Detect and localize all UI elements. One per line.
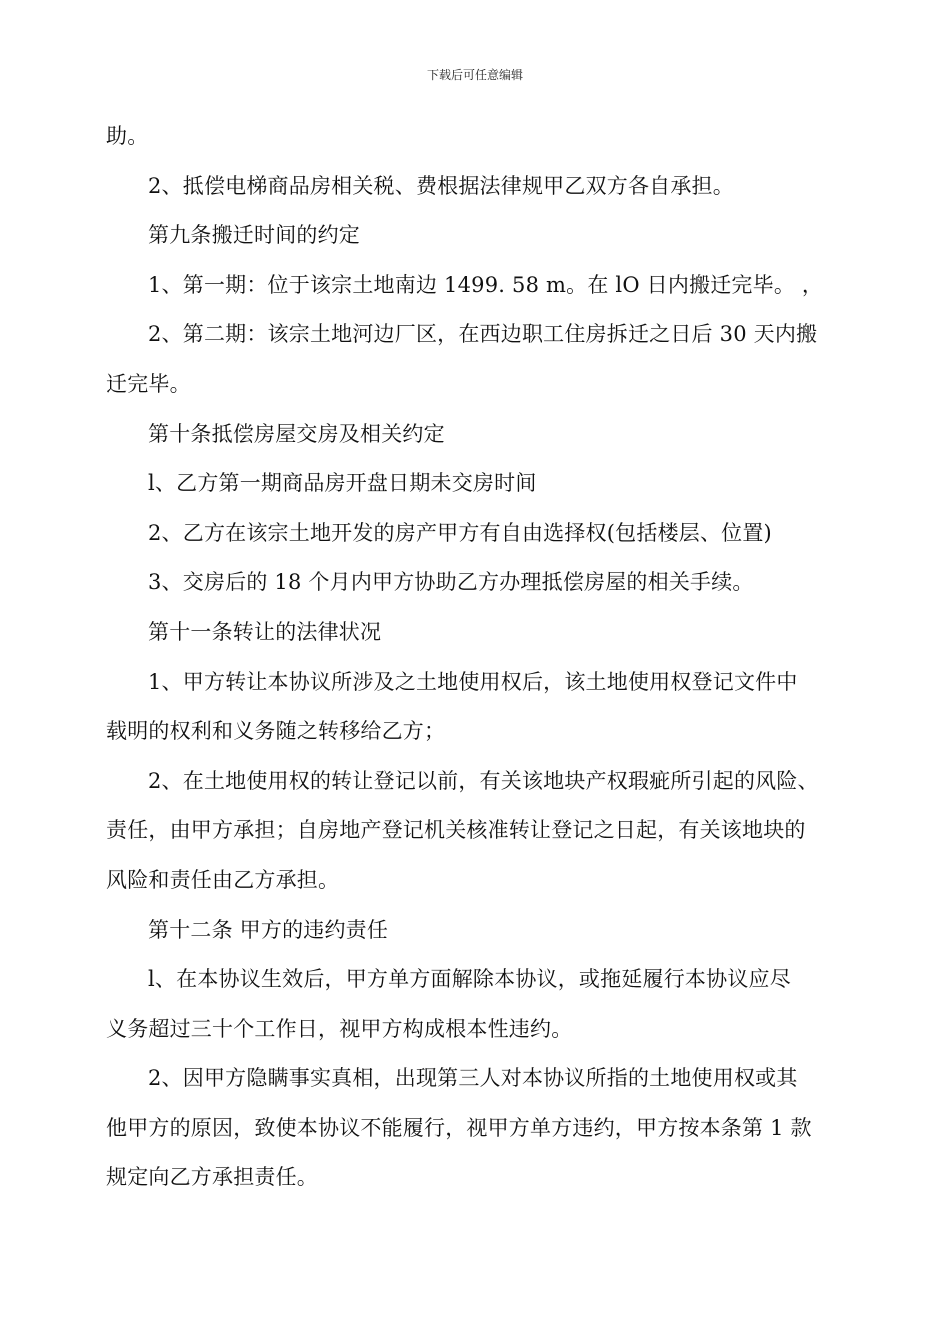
paragraph-line: 风险和责任由乙方承担。 <box>106 867 340 892</box>
page-header: 下载后可任意编辑 <box>426 68 523 82</box>
section-heading: 第十一条转让的法律状况 <box>148 619 382 644</box>
paragraph-line: 2、乙方在该宗土地开发的房产甲方有自由选择权(包括楼层、位置) <box>148 520 772 545</box>
document-body <box>106 112 846 1203</box>
paragraph-line: l、乙方第一期商品房开盘日期未交房时间 <box>148 471 537 496</box>
paragraph-line: 迁完毕。 <box>106 371 191 396</box>
paragraph-line: 2、在土地使用权的转让登记以前，有关该地块产权瑕疵所引起的风险、 <box>148 768 819 793</box>
paragraph-line: 3、交房后的 18 个月内甲方协助乙方办理抵偿房屋的相关手续。 <box>148 570 754 595</box>
paragraph-line: 2、第二期：该宗土地河边厂区，在西边职工住房拆迁之日后 30 天内搬 <box>148 322 818 347</box>
paragraph-line: l、在本协议生效后，甲方单方面解除本协议，或拖延履行本协议应尽 <box>148 967 791 992</box>
section-heading: 第九条搬迁时间的约定 <box>148 223 360 248</box>
paragraph-line: 载明的权利和义务随之转移给乙方； <box>106 719 446 744</box>
paragraph-line: 1、第一期：位于该宗土地南边 1499. 58 m。在 lO 日内搬迁完毕。 ， <box>148 272 824 297</box>
section-heading: 第十二条 甲方的违约责任 <box>148 917 389 942</box>
paragraph-line: 1、甲方转让本协议所涉及之土地使用权后，该土地使用权登记文件中 <box>148 669 798 694</box>
paragraph-line: 助。 <box>106 124 149 148</box>
paragraph-line: 他甲方的原因，致使本协议不能履行，视甲方单方违约，甲方按本条第 1 款 <box>106 1115 812 1140</box>
paragraph-line: 2、抵偿电梯商品房相关税、费根据法律规甲乙双方各自承担。 <box>148 173 734 198</box>
paragraph-line: 义务超过三十个工作日，视甲方构成根本性违约。 <box>106 1016 573 1041</box>
section-heading: 第十条抵偿房屋交房及相关约定 <box>148 421 445 446</box>
paragraph-line: 责任，由甲方承担；自房地产登记机关核准转让登记之日起，有关该地块的 <box>106 818 806 843</box>
paragraph-line: 规定向乙方承担责任。 <box>106 1165 318 1190</box>
paragraph-line: 2、因甲方隐瞒事实真相，出现第三人对本协议所指的土地使用权或其 <box>148 1066 798 1091</box>
